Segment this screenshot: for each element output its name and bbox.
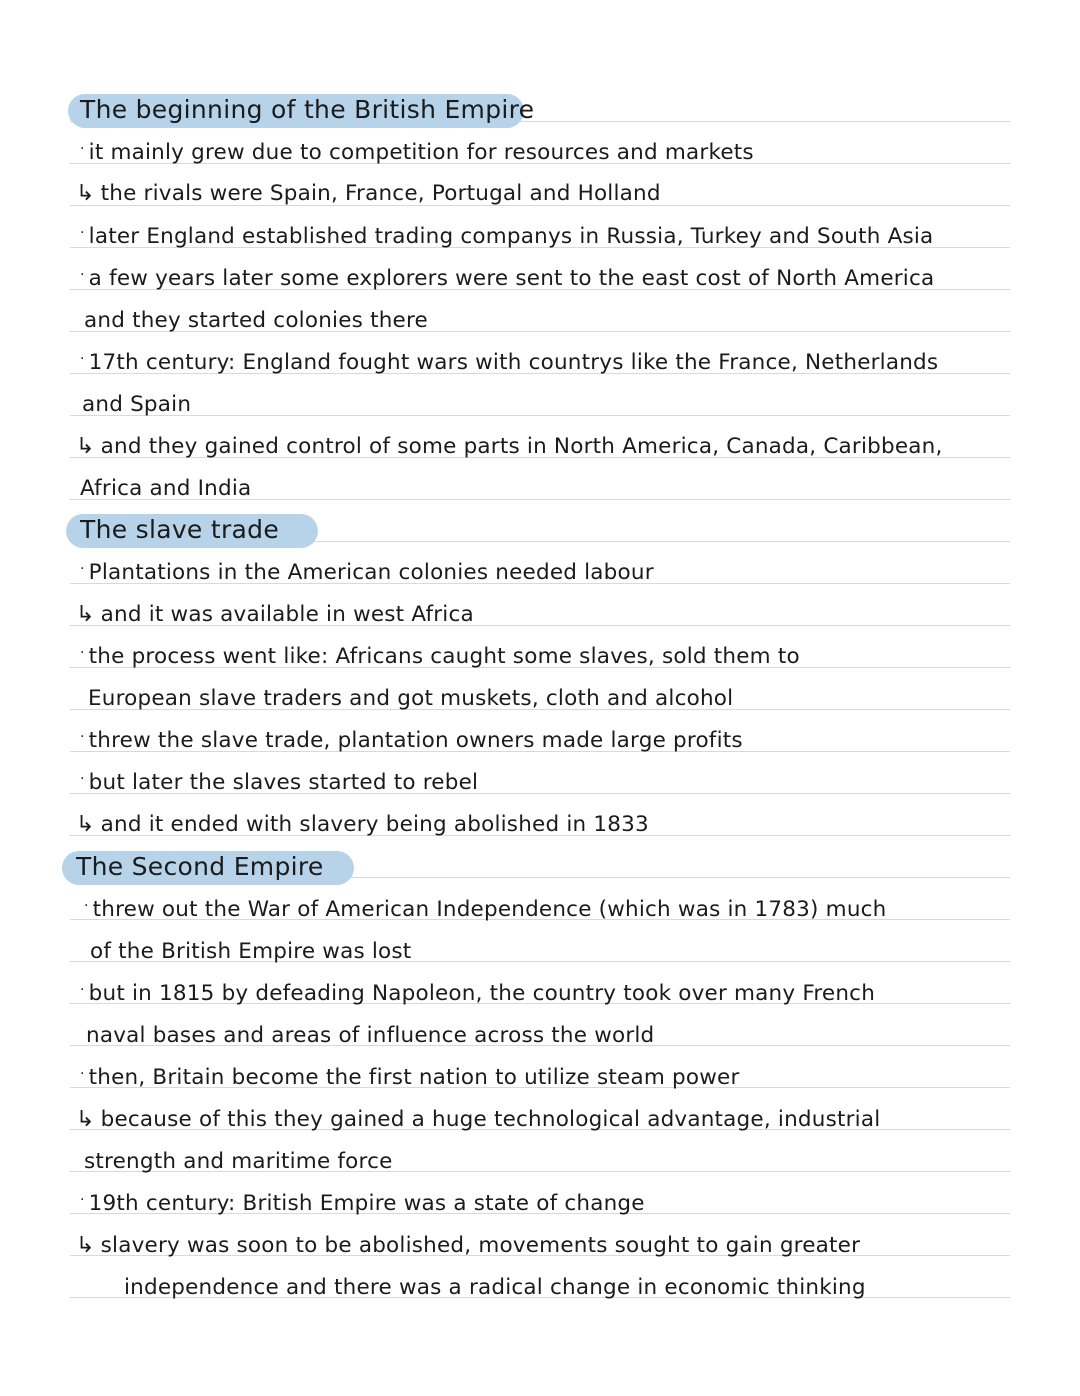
note-line: ↳ the rivals were Spain, France, Portugal and Holland [76, 181, 661, 206]
sub-arrow-icon: ↳ [76, 181, 95, 206]
sub-arrow-icon: ↳ [76, 1107, 95, 1132]
bullet-dot-icon: · [80, 645, 85, 661]
bullet-dot-icon: · [80, 141, 85, 157]
note-line: naval bases and areas of influence across the world [86, 1023, 655, 1048]
bullet-dot-icon: · [80, 982, 85, 998]
sub-arrow-icon: ↳ [76, 434, 95, 459]
note-line: · it mainly grew due to competition for resources and markets [80, 140, 754, 165]
bullet-dot-icon: · [80, 225, 85, 241]
note-line: independence and there was a radical change in economic thinking [124, 1275, 866, 1300]
note-line: · 17th century: England fought wars with countrys like the France, Netherlands [80, 350, 939, 375]
note-line: ↳ and it was available in west Africa [76, 602, 474, 627]
note-line: European slave traders and got muskets, cloth and alcohol [88, 686, 734, 711]
section-heading-slave-trade: The slave trade [80, 515, 280, 544]
bullet-dot-icon: · [80, 267, 85, 283]
note-line: · Plantations in the American colonies needed labour [80, 560, 654, 585]
note-line: ↳ because of this they gained a huge technological advantage, industrial [76, 1107, 881, 1132]
sub-arrow-icon: ↳ [76, 602, 95, 627]
bullet-dot-icon: · [80, 561, 85, 577]
rule-line [70, 415, 1010, 416]
note-line: · but in 1815 by defeading Napoleon, the country took over many French [80, 981, 876, 1006]
note-line: · a few years later some explorers were sent to the east cost of North America [80, 266, 935, 291]
bullet-dot-icon: · [80, 351, 85, 367]
note-line: ↳ and they gained control of some parts in North America, Canada, Caribbean, [76, 434, 943, 459]
note-line: ↳ slavery was soon to be abolished, movements sought to gain greater [76, 1233, 861, 1258]
bullet-dot-icon: · [80, 1066, 85, 1082]
bullet-dot-icon: · [80, 729, 85, 745]
note-line: · then, Britain become the first nation to utilize steam power [80, 1065, 740, 1090]
note-line: · later England established trading companys in Russia, Turkey and South Asia [80, 224, 934, 249]
note-line: and they started colonies there [84, 308, 428, 333]
bullet-dot-icon: · [80, 1192, 85, 1208]
note-line: · the process went like: Africans caught some slaves, sold them to [80, 644, 800, 669]
note-line: · 19th century: British Empire was a state of change [80, 1191, 645, 1216]
note-line: · but later the slaves started to rebel [80, 770, 479, 795]
sub-arrow-icon: ↳ [76, 812, 95, 837]
section-heading-second-empire: The Second Empire [76, 852, 324, 881]
note-line: · threw out the War of American Independence (which was in 1783) much [84, 897, 887, 922]
note-line: ↳ and it ended with slavery being abolished in 1833 [76, 812, 649, 837]
bullet-dot-icon: · [84, 898, 89, 914]
note-line: Africa and India [80, 476, 252, 501]
sub-arrow-icon: ↳ [76, 1233, 95, 1258]
note-line: and Spain [82, 392, 192, 417]
note-line: strength and maritime force [84, 1149, 393, 1174]
bullet-dot-icon: · [80, 771, 85, 787]
note-line: · threw the slave trade, plantation owners made large profits [80, 728, 743, 753]
section-heading-british-empire: The beginning of the British Empire [80, 95, 535, 124]
note-line: of the British Empire was lost [90, 939, 412, 964]
